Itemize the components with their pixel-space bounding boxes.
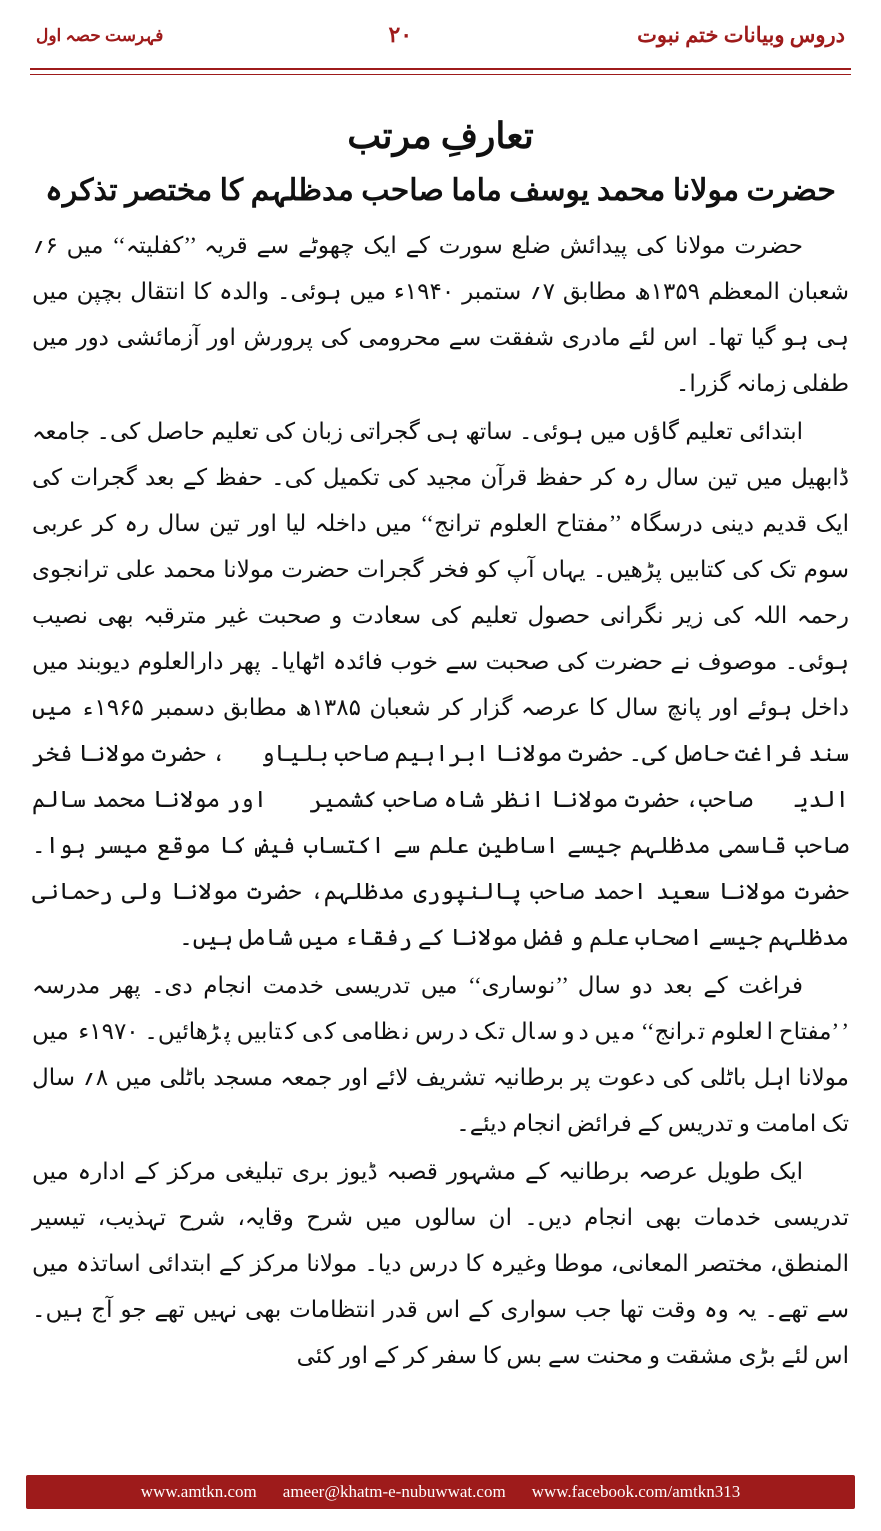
page-footer	[26, 1475, 855, 1509]
header-book-title: دروس وبیانات ختم نبوت	[637, 22, 845, 47]
page-title: تعارفِ مرتب	[347, 116, 534, 156]
footer-email-link[interactable]: ameer@khatm-e-nubuwwat.com	[282, 1482, 506, 1501]
header-row	[0, 0, 881, 48]
page-subtitle: حضرت مولانا محمد یوسف ماما صاحب مدظلہم کا مختصر تذکرہ	[45, 174, 836, 208]
footer-facebook-link[interactable]: www.facebook.com/amtkn313	[531, 1482, 741, 1501]
body-paragraph: حضرت مولانا کی پیدائش ضلع سورت کے ایک چھوٹے سے قریہ ’’کفلیتہ‘‘ میں ۶؍ شعبان المعظم ۱۳۵۹ھ مطابق ۷؍ ستمبر ۱۹۴۰ء میں ہوئی۔ والدہ کا انتقال بچپن میں ہی ہو گیا تھا۔ اس لئے مادری شفقت سے محرومی کی پرورش اور آزمائشی دور میں طفلی زمانہ گزرا۔	[32, 233, 849, 397]
footer-website-link[interactable]: www.amtkn.com	[140, 1482, 257, 1501]
body-paragraph: فراغت کے بعد دو سال ’’نوساری‘‘ میں تدریسی خدمت انجام دی۔ پھر مدرسہ ’’مفتاح العلوم ترانج‘‘ میں دو سال تک درس نظامی کی کتابیں پڑھائیں۔ ۱۹۷۰ء میں مولانا اہل باٹلی کی دعوت پر برطانیہ تشریف لائے اور جمعہ مسجد باٹلی میں ۸؍ سال تک امامت و تدریس کے فرائض انجام دیئے۔	[32, 973, 849, 1137]
body-paragraph: ابتدائی تعلیم گاؤں میں ہوئی۔ ساتھ ہی گجراتی زبان کی تعلیم حاصل کی۔ جامعہ ڈابھیل میں تین سال رہ کر حفظ قرآن مجید کی تکمیل کی۔ حفظ کے بعد گجرات کی ایک قدیم دینی درسگاہ ’’مفتاح العلوم ترانج‘‘ میں داخلہ لیا اور تین سال رہ کر عربی سوم تک کی کتابیں پڑھیں۔ یہاں آپ کو فخر گجرات حضرت مولانا محمد علی ترانجوی رحمہ اللہ کی زیر نگرانی حصول تعلیم کی سعادت و صحبت غیر مترقبہ بھی نصیب ہوئی۔ موصوف نے حضرت کی صحبت سے خوب فائدہ اٹھایا۔ پھر دارالعلوم دیوبند میں داخل ہوئے اور پانچ سال کا عرصہ گزار کر شعبان ۱۳۸۵ھ مطابق دسمبر ۱۹۶۵ء میں سند فراغت حاصل کی۔ حضرت مولانا ابراہیم صاحب بلیاویؒ، حضرت مولانا فخر الدینؒ صاحب، حضرت مولانا انظر شاہ صاحب کشمیریؒ اور مولانا محمد سالم صاحب قاسمی مدظلہم جیسے اساطین علم سے اکتساب فیض کا موقع میسر ہوا۔ حضرت مولانا سعید احمد صاحب پالنپوری مدظلہم، حضرت مولانا ولی رحمانی مدظلہم جیسے اصحاب علم و فضل مولانا کے رفقاء میں شامل ہیں۔	[32, 419, 850, 951]
document-body	[32, 96, 849, 1445]
page-header	[0, 0, 881, 72]
page-number: ۲۰	[388, 22, 413, 47]
footer-links	[141, 1482, 740, 1502]
header-divider	[30, 68, 851, 75]
body-paragraph: ایک طویل عرصہ برطانیہ کے مشہور قصبہ ڈیوز بری تبلیغی مرکز کے ادارہ میں تدریسی خدمات بھی انجام دیں۔ ان سالوں میں شرح وقایہ، شرح تہذیب، تیسیر المنطق، مختصر المعانی، موطا وغیرہ کا درس دیا۔ مولانا مرکز کے ابتدائی اساتذہ میں سے تھے۔ یہ وہ وقت تھا جب سواری کے اس قدر انتظامات بھی نہیں تھے جو آج ہیں۔ اس لئے بڑی مشقت و محنت سے بس کا سفر کر کے اور کئی	[32, 1159, 849, 1369]
header-section-label: فہرست حصہ اول	[36, 25, 164, 45]
